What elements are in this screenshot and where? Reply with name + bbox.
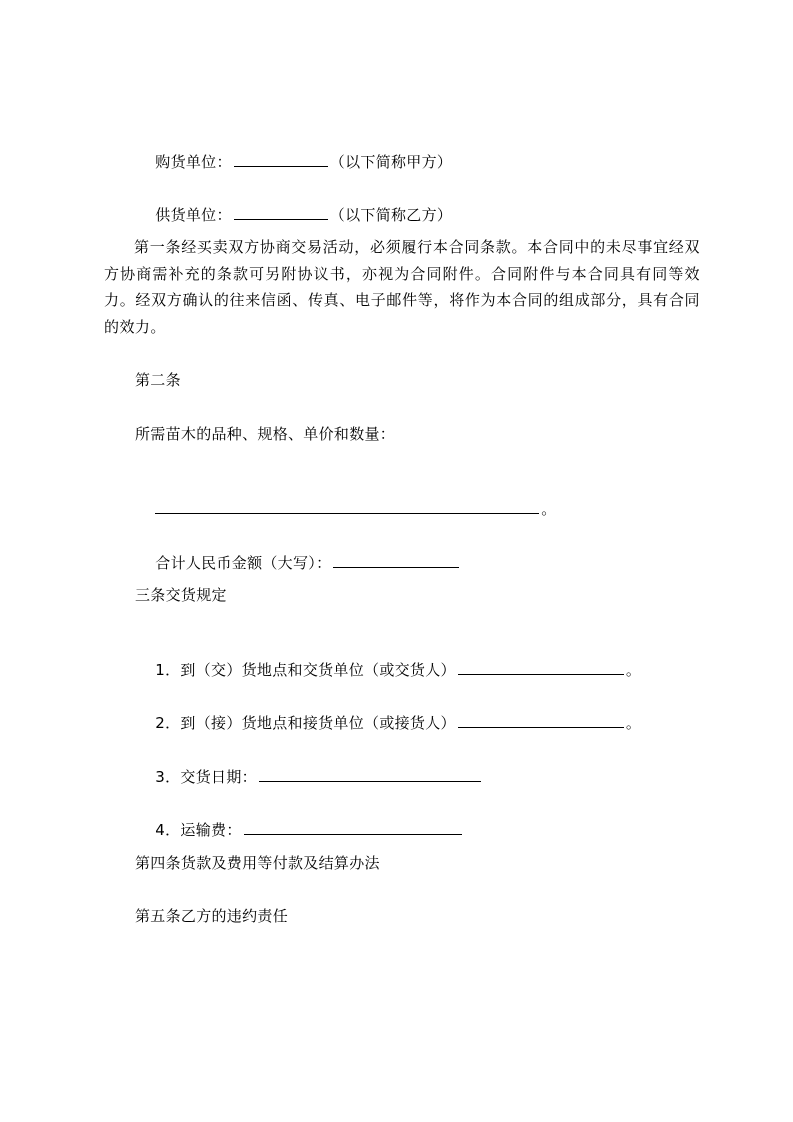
item-3-line <box>135 746 483 807</box>
items-blank[interactable] <box>155 498 539 514</box>
item-1-end: 。 <box>625 661 642 679</box>
item-2-label: 2．到（接）货地点和接货单位（或接货人） <box>155 714 456 732</box>
item-2-line <box>135 692 641 753</box>
supplier-blank[interactable] <box>234 204 328 220</box>
items-end: 。 <box>541 500 557 518</box>
purchaser-line <box>135 131 452 192</box>
supplier-suffix: （以下简称乙方） <box>329 206 453 224</box>
article-2-title: 第二条 <box>135 371 181 389</box>
total-line <box>135 532 461 593</box>
item-1-label: 1．到（交）货地点和交货单位（或交货人） <box>155 661 456 679</box>
article-2-items-label: 所需苗木的品种、规格、单价和数量： <box>135 425 396 443</box>
item-4-label: 4．运输费： <box>155 821 242 839</box>
item-4-blank[interactable] <box>244 819 462 835</box>
item-2-end: 。 <box>625 714 642 732</box>
item-1-line <box>135 639 641 700</box>
item-4-line <box>135 799 464 860</box>
purchaser-blank[interactable] <box>234 151 328 167</box>
supplier-label: 供货单位： <box>155 206 232 224</box>
article-5-title: 第五条乙方的违约责任 <box>135 907 289 925</box>
article-3-title: 三条交货规定 <box>135 586 227 604</box>
item-2-blank[interactable] <box>458 712 624 728</box>
article-2-items-line <box>135 478 557 539</box>
item-1-blank[interactable] <box>458 659 624 675</box>
purchaser-label: 购货单位： <box>155 153 232 171</box>
item-3-label: 3．交货日期： <box>155 768 257 786</box>
item-3-blank[interactable] <box>259 766 481 782</box>
article-1: 第一条经买卖双方协商交易活动，必须履行本合同条款。本合同中的未尽事宜经双方协商需补充的条款可另附协议书，亦视为合同附件。合同附件与本合同具有同等效力。经双方确认的往来信函、传真、电子邮件等，将作为本合同的组成部分，具有合同的效力。 <box>104 238 700 336</box>
total-blank[interactable] <box>333 552 459 568</box>
total-label: 合计人民币金额（大写）： <box>155 554 332 572</box>
purchaser-suffix: （以下简称甲方） <box>329 153 453 171</box>
article-4-title: 第四条货款及费用等付款及结算办法 <box>135 854 380 872</box>
